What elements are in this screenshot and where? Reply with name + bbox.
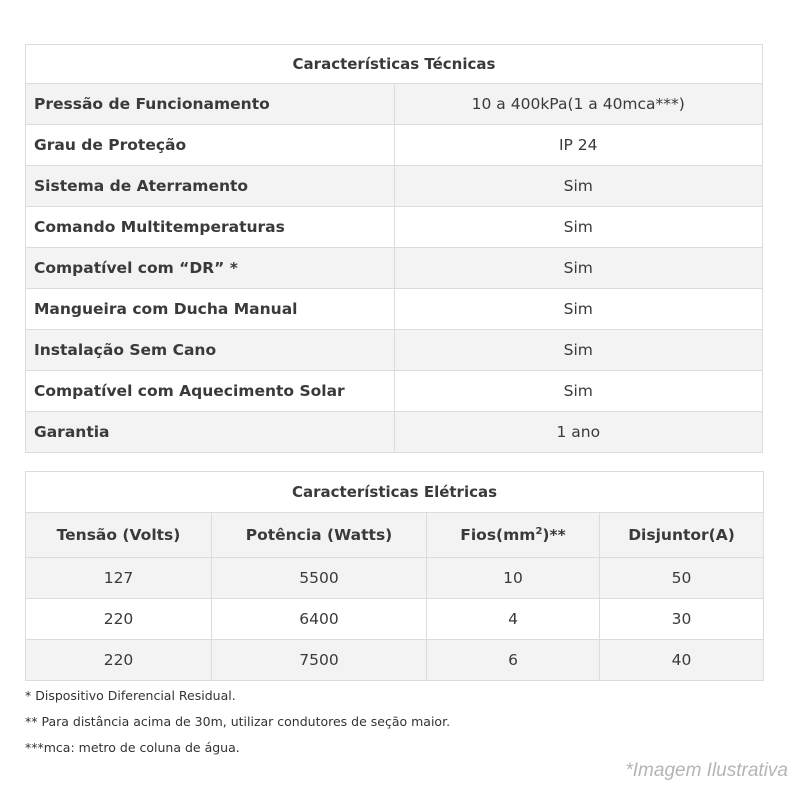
header-row xyxy=(26,513,764,558)
spec-label: Mangueira com Ducha Manual xyxy=(26,289,395,330)
cell-power: 5500 xyxy=(212,558,427,599)
column-header-breaker: Disjuntor(A) xyxy=(600,513,764,558)
spec-value: Sim xyxy=(394,330,763,371)
cell-voltage: 127 xyxy=(26,558,212,599)
table-row xyxy=(26,84,763,125)
table-row xyxy=(26,207,763,248)
footnotes xyxy=(25,683,450,761)
spec-value: Sim xyxy=(394,207,763,248)
footnote: ***mca: metro de coluna de água. xyxy=(25,740,240,755)
cell-power: 6400 xyxy=(212,599,427,640)
spec-value: Sim xyxy=(394,289,763,330)
table-row xyxy=(26,640,764,681)
cell-power: 7500 xyxy=(212,640,427,681)
spec-label: Sistema de Aterramento xyxy=(26,166,395,207)
table-row xyxy=(26,412,763,453)
column-header-wires: $Fios(mm^2)**$ xyxy=(427,513,600,558)
spec-value: Sim xyxy=(394,248,763,289)
spec-label: Instalação Sem Cano xyxy=(26,330,395,371)
column-header-power: Potência (Watts) xyxy=(212,513,427,558)
table-row xyxy=(26,558,764,599)
spec-label: Garantia xyxy=(26,412,395,453)
spec-label: Compatível com Aquecimento Solar xyxy=(26,371,395,412)
table-row xyxy=(26,330,763,371)
cell-voltage: 220 xyxy=(26,640,212,681)
spec-label: Grau de Proteção xyxy=(26,125,395,166)
spec-value: 10 a 400kPa(1 a 40mca***) xyxy=(394,84,763,125)
spec-label: Compatível com “DR” * xyxy=(26,248,395,289)
table-row xyxy=(26,599,764,640)
table-row xyxy=(26,166,763,207)
cell-breaker: 50 xyxy=(600,558,764,599)
footnote: * Dispositivo Diferencial Residual. xyxy=(25,688,236,703)
technical-specs-title: Características Técnicas xyxy=(26,45,763,84)
column-header-voltage: Tensão (Volts) xyxy=(26,513,212,558)
cell-wires: 6 xyxy=(427,640,600,681)
technical-specs-table xyxy=(25,44,763,453)
footnote: ** Para distância acima de 30m, utilizar condutores de seção maior. xyxy=(25,714,451,729)
illustrative-image-watermark: *Imagem Ilustrativa xyxy=(625,760,788,781)
spec-value: Sim xyxy=(394,371,763,412)
cell-wires: 4 xyxy=(427,599,600,640)
cell-breaker: 30 xyxy=(600,599,764,640)
spec-value: Sim xyxy=(394,166,763,207)
cell-wires: 10 xyxy=(427,558,600,599)
table-row xyxy=(26,125,763,166)
spec-value: IP 24 xyxy=(394,125,763,166)
cell-voltage: 220 xyxy=(26,599,212,640)
electrical-specs-title: Características Elétricas xyxy=(26,472,764,513)
table-row xyxy=(26,248,763,289)
table-row xyxy=(26,289,763,330)
spec-label: Pressão de Funcionamento xyxy=(26,84,395,125)
spec-value: 1 ano xyxy=(394,412,763,453)
cell-breaker: 40 xyxy=(600,640,764,681)
spec-label: Comando Multitemperaturas xyxy=(26,207,395,248)
electrical-specs-table xyxy=(25,471,764,681)
table-row xyxy=(26,371,763,412)
